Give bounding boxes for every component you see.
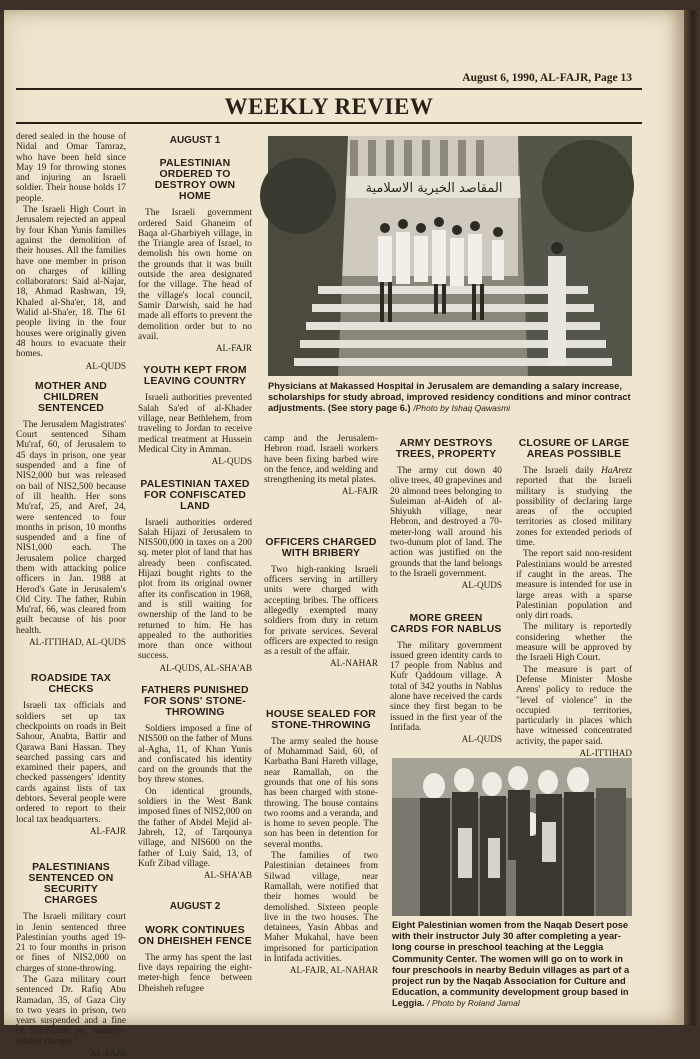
article-body: On identical grounds, soldiers in the West Bank imposed fines of NIS2,000 on the father of Abdel Mejid al-Jabreh, 12, of Tarqounya village, and NIS600 on the father of Luiy Said, 13, of Kufr Zibad village.: [138, 786, 252, 869]
headline-army-destroys-trees: ARMY DESTROYS TREES, PROPERTY: [395, 438, 497, 460]
book-binding: [682, 10, 700, 1025]
column-2: [138, 132, 252, 995]
headline-dheisheh-fence: WORK CONTINUES ON DHEISHEH FENCE: [138, 924, 252, 947]
newspaper-page: [4, 10, 684, 1059]
article-source: AL-QUDS: [461, 734, 502, 745]
headline-palestinians-sentenced: PALESTINIANS SENTENCED ON SECURITY CHARGES: [28, 862, 114, 907]
headline-green-cards: MORE GREEN CARDS FOR NABLUS: [390, 612, 502, 635]
headline-fathers-punished: FATHERS PUNISHED FOR SONS' STONE-THROWING: [141, 684, 249, 718]
headline-officers-bribery: OFFICERS CHARGED WITH BRIBERY: [265, 536, 377, 559]
article-source: AL-FAJR: [89, 1048, 126, 1059]
page-title: WEEKLY REVIEW: [224, 94, 434, 119]
column-5: [516, 434, 632, 759]
article-source: AL-QUDS: [211, 456, 252, 467]
hospital-sign-text: المقاصد الخيرية الاسلامية: [365, 181, 503, 196]
article-body: The military government issued green identity cards to 17 people from Nablus and Kufr Qaddoum village. A total of 342 youths in Nablus alone have received the cards since they first began to be issued in the first year of the Intifada.: [390, 640, 502, 733]
column-4: [390, 434, 502, 746]
article-body: The report said non-resident Palestinians would be arrested if caught in the areas. The measure is intended for use in large areas with a sparse Palestinian population and only dirt roads.: [516, 549, 632, 622]
article-body: Israeli authorities prevented Salah Sa'ed of al-Khader village, near Bethlehem, from traveling to Jordan to receive medical treatment at Hussein Medical City in Amman.: [138, 393, 252, 455]
article-source: AL-QUDS: [85, 360, 126, 371]
newspaper-name: HaAretz: [601, 466, 632, 476]
article-body: The Gaza military court sentenced Dr. Rafiq Abu Ramadan, 35, of Gaza City to two years in prison, two years suspended and a fine of NIS10,000 on "security-related charges.": [16, 975, 126, 1047]
article-body: Two high-ranking Israeli officers serving in artillery units were charged with accepting bribes. The officers allegedly exempted many soldiers from duty in return for private services. Several officers are expected to resign as a result of the affair.: [264, 564, 378, 658]
article-body: Israeli authorities ordered Salah Hijazi of Jerusalem to NIS500,000 in taxes on a 200 sq. meter plot of land that has already been confiscated. Hijazi bought rights to the plot from its original owner after its confiscation in 1968, and is still waiting for ownership of the land to be returned to him. He has appealed to the authorities more than once without success.: [138, 517, 252, 662]
photo-credit: /Photo by Ishaq Qawasmi: [413, 403, 511, 414]
article-body: The army has spent the last five days repairing the eight-meter-high fence between Dheisheh refugee: [138, 952, 252, 994]
date-heading-august-2: AUGUST 2: [169, 901, 221, 913]
article-body: The Jerusalem Magistrates' Court sentenced Siham Mu'raf, 60, of Jerusalem to 45 days in prison, one year suspended and a fine of NIS2,000 but was released on bail of NIS2,500 because of ill health. Her sons Mu'raf, 25, and Aref, 24, were sentenced to four months in prison, 10 months suspended and a fine of NIS1,000 each. The Jerusalem police charged them with attacking police officers in Jan. 1988 at Herod's Gate in Jerusalem's Old City. The father, Rubin Mu'raf, 66, was cleared from guilt because of his poor health.: [16, 419, 126, 636]
date-heading-august-1: AUGUST 1: [169, 135, 221, 146]
article-body: The Israeli daily HaAretz reported that the Israeli military is studying the possibility of declaring large areas of the occupied territories as closed military zones for extended periods of time.: [516, 466, 632, 549]
article-continued: camp and the Jerusalem-Hebron road. Israeli workers have been fixing barbed wire on the fence, and welding and strengthening its metal plates.: [264, 434, 378, 486]
article-body: The army sealed the house of Muhammad Said, 60, of Karbatha Bani Hareth village, near Ramallah, on the grounds that one of his sons has been charged with stone-throwing. The house contains two rooms and a veranda, and is home to seven people. The son has been in detention for several months.: [264, 736, 378, 850]
article-source: AL-NAHAR: [330, 658, 378, 669]
article-body: The Israeli military court in Jenin sentenced three Palestinian youths aged 19-21 to four months in prison or fines of NIS2,000 on charges of stone-throwing.: [16, 912, 126, 974]
headline-mother-and-children: MOTHER AND CHILDREN SENTENCED: [34, 380, 108, 414]
article-body: The measure is part of Defense Minister Moshe Arens' policy to reduce the "level of violence" in the occupied territories, particularly in places which have witnessed concentrated activity, the paper said.: [516, 664, 632, 747]
headline-youth-kept: YOUTH KEPT FROM LEAVING COUNTRY: [143, 365, 247, 388]
headline-closure-large-areas: CLOSURE OF LARGE AREAS POSSIBLE: [518, 438, 630, 460]
header-rule-top: [16, 88, 642, 90]
headline-roadside-tax: ROADSIDE TAX CHECKS: [30, 673, 112, 696]
article-body: The families of two Palestinian detainees from Silwad village, near Ramallah, were notified that their homes would be demolished. Sixteen people live in the two houses. The detainees, Yasin Abbas and Maher Mukahal, have been imprisoned for participation in Intifada activities.: [264, 851, 378, 964]
headline-taxed-land: PALESTINIAN TAXED FOR CONFISCATED LAND: [140, 478, 250, 512]
article-body: The Israeli government ordered Said Ghaneim of Baqa al-Gharbiyeh village, in the Triangle area of Israel, to demolish his own home on the grounds that it was built outside the area designated for the village. The head of the village's local council, Samir Darwish, said he had made all efforts to prevent the demolition order but to no avail.: [138, 208, 252, 342]
photo-caption-makassed: [268, 381, 632, 415]
article-source: AL-FAJR, AL-NAHAR: [289, 965, 378, 976]
article-source: AL-FAJR: [89, 825, 126, 836]
article-continued-p2: The Israeli High Court in Jerusalem rejected an appeal by four Khan Yunis families against the demolition of their houses. All the families have one member in prison on charges of killing collaborators: Said al-Najar, 18, Ahmad Rashwan, 19, Khaled al-Sha'er, 18, and Walid al-Sha'er, 18. The 61 people living in the four houses were originally given 48 hours to evacuate their homes.: [16, 205, 126, 360]
article-source: AL-FAJR: [215, 343, 252, 354]
photo-credit: / Photo by Roland Jamal: [427, 998, 520, 1009]
headline-destroy-own-home: PALESTINIAN ORDERED TO DESTROY OWN HOME: [154, 158, 236, 203]
article-source: AL-ITTIHAD: [579, 748, 632, 759]
article-continued-p1: dered sealed in the house of Nidal and Omar Tamraz, who have been held since May 19 for throwing stones and injuring an Israeli soldier. Their house holds 17 people.: [16, 132, 126, 204]
header-rule-bottom: [16, 122, 642, 124]
photo-makassed-hospital: [268, 136, 632, 376]
article-source: AL-QUDS: [461, 580, 502, 591]
photo-caption-naqab: [392, 920, 632, 1010]
page-header-dateline: August 6, 1990, AL-FAJR, Page 13: [462, 72, 632, 84]
article-body: Soldiers imposed a fine of NIS500 on the father of Muns al-Agha, 11, of Khan Yunis and confiscated his identity card on the grounds that the boy threw stones.: [138, 723, 252, 786]
article-source: AL-FAJR: [341, 486, 378, 497]
headline-house-sealed: HOUSE SEALED FOR STONE-THROWING: [265, 708, 376, 731]
caption-text: Physicians at Makassed Hospital in Jerusalem are demanding a salary increase, scholarships for study abroad, improved residency conditions and minor contract adjustments. (See story page 6.): [268, 381, 631, 414]
photo-naqab-women-illustration: [392, 758, 632, 916]
article-source: AL-QUDS, AL-SHA'AB: [159, 662, 252, 673]
article-body: Israeli tax officials and soldiers set up tax checkpoints on roads in Beit Sahour, Anabta, Battir and Qarawa Bani Hassan. They searched passing cars and examined their papers, and checked passengers' identity cards against lists of tax debtors. Several people were ordered to report to their local tax headquarters.: [16, 701, 126, 825]
column-1: [16, 132, 126, 1059]
caption-text: Eight Palestinian women from the Naqab Desert pose with their instructor July 30 after completing a year-long course in preschool teaching at the Leggia Community Center. The women will go on to work in four preschools in nearby Beduin villages as part of a project run by the Naqab Association for Culture and Education, a community development group based in Leggia.: [392, 920, 630, 1009]
article-source: AL-SHA'AB: [203, 870, 252, 881]
article-body: The army cut down 40 olive trees, 40 grapevines and 20 almond trees belonging to Suleiman al-Aideh of al-Shiyukh village, near Hebron, and destroyed a 70-meter-long wall around his two-dunum plot of land. The action was justified on the grounds that the land belongs to the Israeli government.: [390, 466, 502, 579]
photo-naqab-women: [392, 758, 632, 916]
article-body: The military is reportedly considering whether the measure will be approved by the Israeli High Court.: [516, 622, 632, 664]
photo-makassed-hospital-illustration: [268, 136, 632, 376]
column-3: [264, 434, 378, 977]
article-source: AL-ITTIHAD, AL-QUDS: [29, 637, 126, 648]
